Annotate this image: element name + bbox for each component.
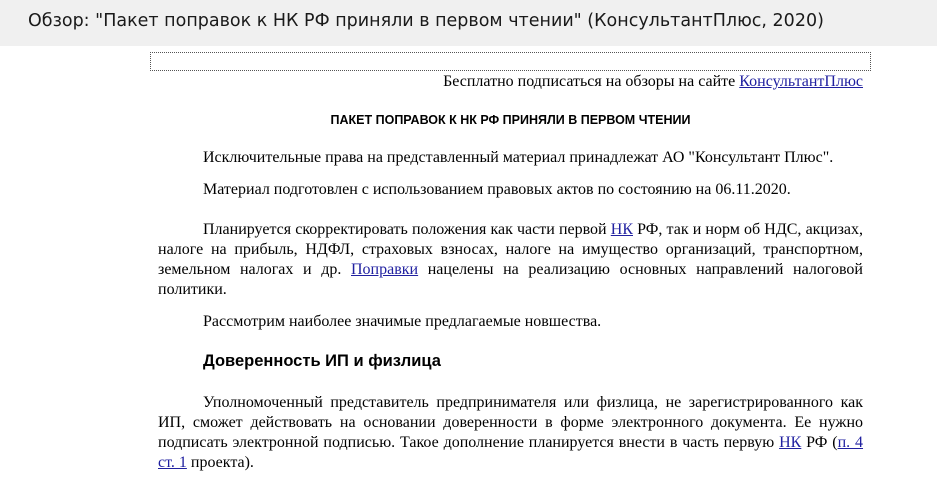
document-title: ПАКЕТ ПОПРАВОК К НК РФ ПРИНЯЛИ В ПЕРВОМ ЧТЕНИИ — [330, 113, 691, 127]
nk-link[interactable]: НК — [610, 221, 633, 238]
subscribe-text: Бесплатно подписаться на обзоры на сайте — [443, 73, 740, 90]
prepared-paragraph: Материал подготовлен с использованием правовых актов по состоянию на 06.11.2020. — [203, 181, 791, 198]
document-header-frame — [150, 52, 871, 71]
consultant-plus-link[interactable]: КонсультантПлюс — [739, 73, 863, 90]
rights-paragraph: Исключительные права на представленный материал принадлежат АО "Консультант Плюс". — [203, 149, 834, 166]
intro-paragraph — [158, 220, 863, 300]
poa-text-2: РФ ( — [801, 434, 838, 451]
window-titlebar — [0, 0, 937, 46]
intro-text-1: Планируется скорректировать положения как части первой — [203, 221, 611, 238]
intro-text-2: РФ, так и норм об НДС, акцизах, налоге на прибыль, НДФЛ, страховых взносах, налоге на имущество организаций, транспортном, земельном налогах и др. — [158, 221, 863, 278]
consider-paragraph: Рассмотрим наиболее значимые предлагаемые новшества. — [203, 313, 602, 330]
window-title: Обзор: "Пакет поправок к НК РФ приняли в первом чтении" (КонсультантПлюс, 2020) — [28, 11, 824, 31]
poa-paragraph — [158, 393, 863, 473]
clause-link[interactable]: п. 4 ст. 1 — [158, 434, 864, 471]
amendments-link[interactable]: Поправки — [351, 261, 419, 278]
nk-link-2[interactable]: НК — [779, 434, 802, 451]
poa-text-1: Уполномоченный представитель предпринимателя или физлица, не зарегистрированного как ИП, сможет действовать на основании доверенности в форме электронного документа. Ее нужно подписать электронной подписью. Такое дополнение планируется внести в часть первую — [158, 394, 863, 451]
section-heading: Доверенность ИП и физлица — [203, 352, 441, 370]
intro-text-3: нацелены на реализацию основных направлений налоговой политики. — [158, 261, 863, 298]
subscribe-line — [150, 72, 863, 92]
poa-text-3: проекта). — [186, 454, 254, 471]
